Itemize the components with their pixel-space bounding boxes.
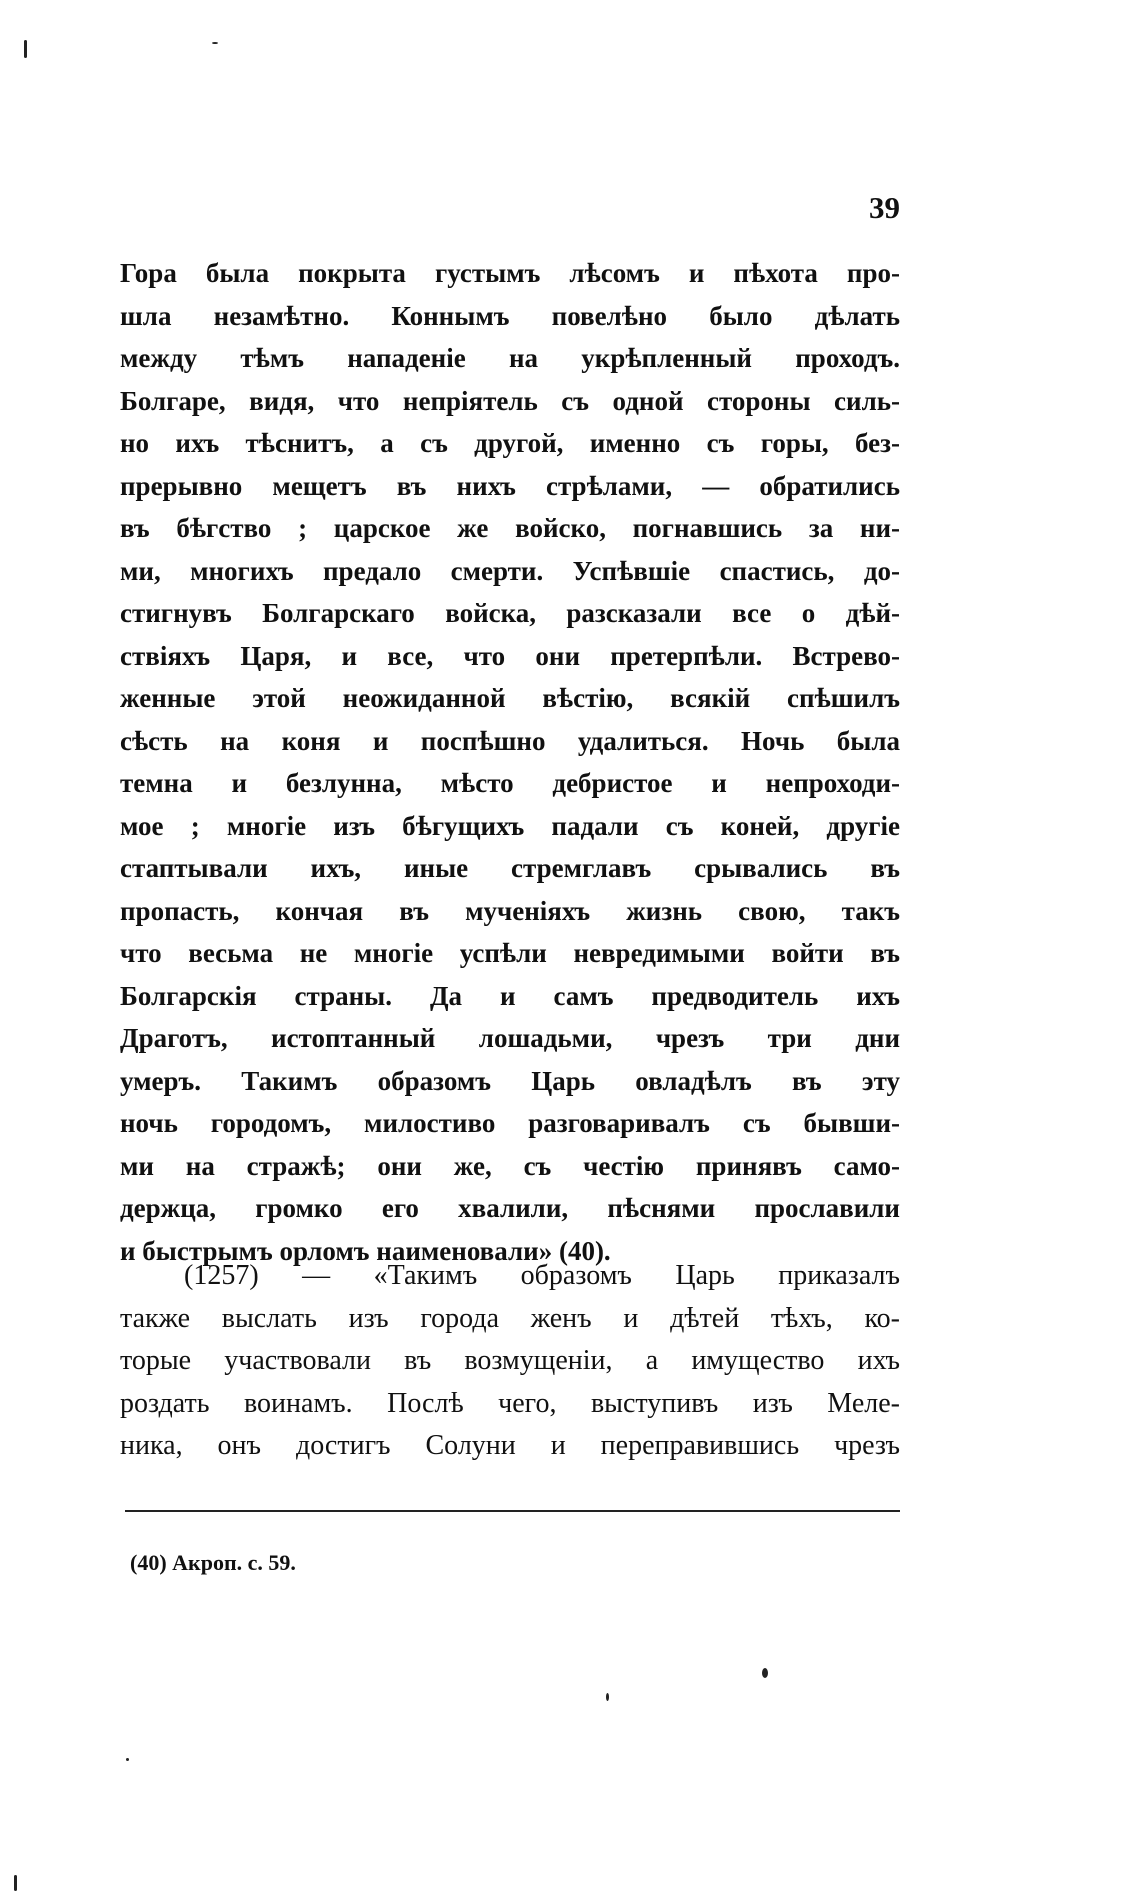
scan-speck [126,1758,129,1761]
text-line: ночь городомъ, милостиво разговаривалъ съ бывши- [120,1108,900,1138]
text-line: стигнувъ Болгарскаго войска, разсказали все о дѣй- [120,598,900,628]
footnote: (40) Акроп. с. 59. [130,1550,296,1575]
text-line: мое ; многіе изъ бѣгущихъ падали съ коней, другіе [120,810,900,841]
text-line: но ихъ тѣснитъ, а съ другой, именно съ горы, без- [120,428,900,458]
text-line: Драготъ, истоптанный лошадьми, чрезъ три дни [120,1023,900,1053]
text-line: ника, онъ достигъ Солуни и переправившись чрезъ [120,1430,900,1461]
text-line: пропасть, кончая въ мученіяхъ жизнь свою, такъ [120,895,900,926]
text-line: и быстрымъ орломъ наименовали» (40). [120,1235,611,1266]
text-line: между тѣмъ нападеніе на укрѣпленный проходъ. [120,343,900,373]
text-line: Болгарскія страны. Да и самъ предводитель ихъ [120,980,900,1011]
paragraph-1 [120,252,900,1272]
scan-speck [762,1668,768,1678]
footnote-divider [125,1510,900,1512]
text-line: держца, громко его хвалили, пѣснями прославили [120,1193,900,1223]
text-line: ми на стражѣ; они же, съ честію принявъ само- [120,1150,900,1181]
text-line: Болгаре, видя, что непріятель съ одной стороны силь- [120,385,900,416]
text-line: женные этой неожиданной вѣстію, всякій спѣшилъ [120,683,900,713]
scan-speck [24,40,27,58]
text-line: роздать воинамъ. Послѣ чего, выступивъ изъ Меле- [120,1387,900,1419]
scan-speck [14,1875,17,1891]
text-line: стаптывали ихъ, иные стремглавъ срывались въ [120,853,900,883]
text-line: также выслать изъ города женъ и дѣтей тѣхъ, ко- [120,1302,900,1334]
text-line: Гора была покрыта густымъ лѣсомъ и пѣхота про- [120,258,900,288]
text-line: темна и безлунна, мѣсто дебристое и непроходи- [120,768,900,798]
text-line: сѣсть на коня и поспѣшно удалиться. Ночь была [120,725,900,756]
text-line: (1257) — «Такимъ образомъ Царь приказалъ [184,1260,900,1291]
scan-speck [212,42,218,44]
text-line: ми, многихъ предало смерти. Успѣвшіе спастись, до- [120,555,900,586]
text-line: въ бѣгство ; царское же войско, погнавшись за ни- [120,513,900,543]
page-number: 39 [869,190,900,225]
text-line: что весьма не многіе успѣли невредимыми войти въ [120,938,900,968]
scan-speck [606,1693,609,1701]
paragraph-2 [120,1255,900,1468]
text-line: прерывно мещетъ въ нихъ стрѣлами, — обратились [120,470,900,501]
text-line: ствіяхъ Царя, и все, что они претерпѣли. Встрево- [120,640,900,671]
text-line: шла незамѣтно. Коннымъ повелѣно было дѣлать [120,300,900,331]
text-line: умеръ. Такимъ образомъ Царь овладѣлъ въ эту [120,1065,900,1096]
text-line: торые участвовали въ возмущеніи, а имущество ихъ [120,1345,900,1376]
